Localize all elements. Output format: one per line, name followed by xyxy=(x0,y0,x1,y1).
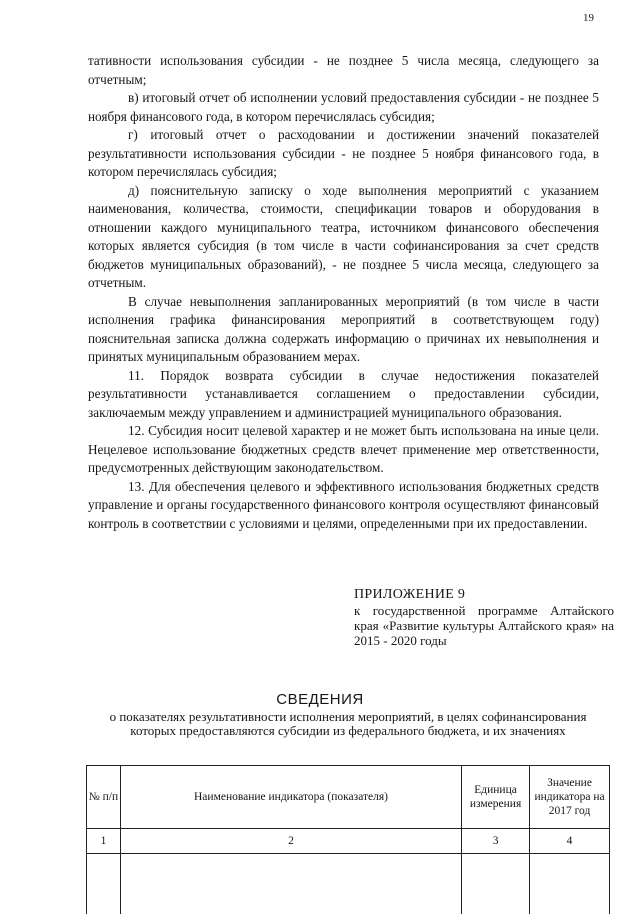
header-unit: Единица измерения xyxy=(462,766,530,829)
info-title: СВЕДЕНИЯ xyxy=(0,691,640,708)
appendix-block xyxy=(354,586,614,648)
appendix-title: ПРИЛОЖЕНИЕ 9 xyxy=(354,586,614,603)
paragraph-item-g: г) итоговый отчет о расходовании и достижении значений показателей результативности использования субсидии - не позднее 5 ноября финансового года, в котором перечислялась субсидия; xyxy=(88,126,599,182)
appendix-subtitle: к государственной программе Алтайского края «Развитие культуры Алтайского края» на 2015 - 2020 годы xyxy=(354,603,614,648)
table-cell: 2 xyxy=(120,829,461,854)
body-text xyxy=(88,52,599,533)
paragraph-12: 12. Субсидия носит целевой характер и не может быть использована на иные цели. Нецелевое использование бюджетных средств влечет применение мер ответственности, предусмотренных действующим законодательством. xyxy=(88,422,599,478)
indicators-table xyxy=(86,765,610,914)
header-indicator-name: Наименование индикатора (показателя) xyxy=(120,766,461,829)
table-header-row xyxy=(87,766,610,829)
page-number: 19 xyxy=(583,12,594,24)
paragraph-nonfulfillment: В случае невыполнения запланированных мероприятий (в том числе в части исполнения графика финансирования мероприятий в соответствующем году) пояснительная записка должна содержать информацию о причинах их невыполнения и принятых муниципальным образованием мерах. xyxy=(88,293,599,367)
info-subtitle: о показателях результативности исполнения мероприятий, в целях софинансирования которых предоставляются субсидии из федерального бюджета, и их значениях xyxy=(108,710,588,738)
table-row xyxy=(87,829,610,854)
header-value: Значение индикатора на 2017 год xyxy=(530,766,610,829)
paragraph-11: 11. Порядок возврата субсидии в случае недостижения показателей результативности устанавливается соглашением о предоставлении субсидии, заключаемым между управлением и администрацией муниципального образования. xyxy=(88,367,599,423)
paragraph-item-v: в) итоговый отчет об исполнении условий предоставления субсидии - не позднее 5 ноября финансового года, в котором перечислялась субсидия; xyxy=(88,89,599,126)
table-cell: 1 xyxy=(87,829,121,854)
table-cell: 4 xyxy=(530,829,610,854)
paragraph-item-d: д) пояснительную записку о ходе выполнения мероприятий с указанием наименования, количества, стоимости, спецификации товаров и оборудования в отношении каждого муниципального театра, источником финансового обеспечения которых является субсидия (в том числе в части софинансирования за счет средств бюджетов муниципальных образований), - не позднее 5 числа месяца, следующего за отчетным. xyxy=(88,182,599,293)
paragraph-continuation: тативности использования субсидии - не позднее 5 числа месяца, следующего за отчетным; xyxy=(88,52,599,89)
paragraph-13: 13. Для обеспечения целевого и эффективного использования бюджетных средств управление и органы государственного финансового контроля осуществляют финансовый контроль в соответствии с условиями и целями, определенными при их предоставлении. xyxy=(88,478,599,534)
header-number: № п/п xyxy=(87,766,121,829)
table-cell: 3 xyxy=(462,829,530,854)
